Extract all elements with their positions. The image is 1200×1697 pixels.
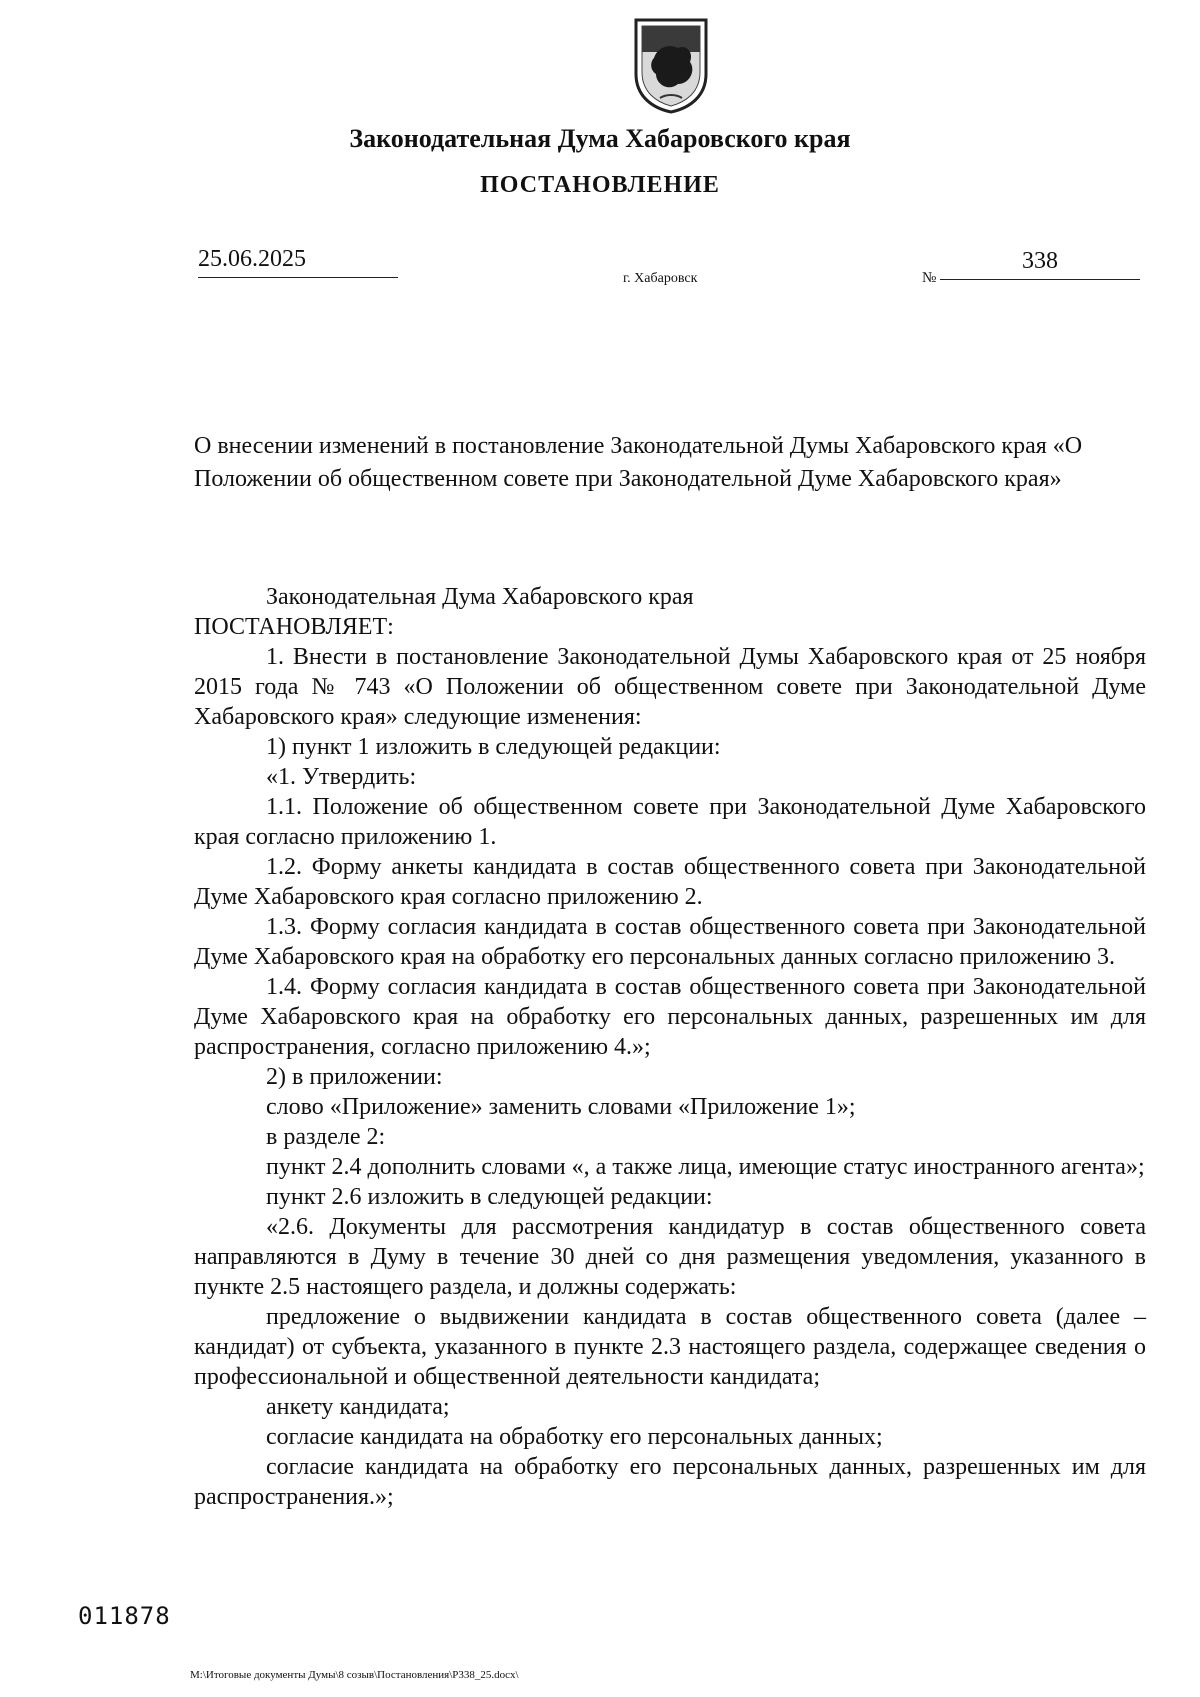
- body-paragraph: анкету кандидата;: [266, 1394, 450, 1420]
- body-paragraph: слово «Приложение» заменить словами «Приложение 1»;: [266, 1094, 856, 1120]
- number-label: №: [922, 270, 937, 286]
- body-paragraph: Законодательная Дума Хабаровского края: [266, 584, 694, 610]
- body-paragraph: 1.1. Положение об общественном совете при Законодательной Думе Хабаровского края согласно приложению 1.: [194, 794, 1146, 850]
- body-paragraph: согласие кандидата на обработку его персональных данных;: [266, 1424, 883, 1450]
- document-type: ПОСТАНОВЛЕНИЕ: [480, 172, 720, 198]
- document-body: [194, 582, 1146, 1512]
- body-paragraph: ПОСТАНОВЛЯЕТ:: [194, 614, 394, 640]
- body-paragraph: 1. Внести в постановление Законодательной Думы Хабаровского края от 25 ноября 2015 года № 743 «О Положении об общественном совете при Законодательной Думе Хабаровского края» следующие изменения:: [194, 644, 1146, 730]
- file-path: M:\Итоговые документы Думы\8 созыв\Постановления\P338_25.docx\: [190, 1669, 519, 1681]
- body-paragraph: пункт 2.4 дополнить словами «, а также лица, имеющие статус иностранного агента»;: [266, 1154, 1145, 1180]
- coat-of-arms-icon: [630, 14, 712, 114]
- body-paragraph: 1) пункт 1 изложить в следующей редакции:: [266, 734, 721, 760]
- body-paragraph: 1.3. Форму согласия кандидата в состав общественного совета при Законодательной Думе Хабаровского края на обработку его персональных данных согласно приложению 3.: [194, 914, 1146, 970]
- body-paragraph: предложение о выдвижении кандидата в состав общественного совета (далее – кандидат) от субъекта, указанного в пункте 2.3 настоящего раздела, содержащее сведения о профессиональной и общественной деятельности кандидата;: [194, 1304, 1146, 1390]
- organization-name: Законодательная Дума Хабаровского края: [349, 124, 851, 153]
- document-subject: О внесении изменений в постановление Законодательной Думы Хабаровского края «О Положении об общественном совете при Законодательной Думе Хабаровского края»: [194, 433, 1083, 492]
- body-paragraph: в разделе 2:: [266, 1124, 386, 1150]
- document-city: г. Хабаровск: [623, 271, 698, 286]
- document-date: 25.06.2025: [198, 246, 398, 278]
- body-paragraph: пункт 2.6 изложить в следующей редакции:: [266, 1184, 713, 1210]
- body-paragraph: 1.4. Форму согласия кандидата в состав общественного совета при Законодательной Думе Хабаровского края на обработку его персональных данных, разрешенных им для распространения, согласно приложению 4.»;: [194, 974, 1146, 1060]
- body-paragraph: 2) в приложении:: [266, 1064, 443, 1090]
- body-paragraph: согласие кандидата на обработку его персональных данных, разрешенных им для распространения.»;: [194, 1454, 1146, 1510]
- body-paragraph: «1. Утвердить:: [266, 764, 417, 790]
- serial-number: 011878: [78, 1602, 171, 1630]
- body-paragraph: 1.2. Форму анкеты кандидата в состав общественного совета при Законодательной Думе Хабаровского края согласно приложению 2.: [194, 854, 1146, 910]
- document-number: 338: [940, 248, 1140, 280]
- body-paragraph: «2.6. Документы для рассмотрения кандидатур в состав общественного совета направляются в Думу в течение 30 дней со дня размещения уведомления, указанного в пункте 2.5 настоящего раздела, и должны содержать:: [194, 1214, 1146, 1300]
